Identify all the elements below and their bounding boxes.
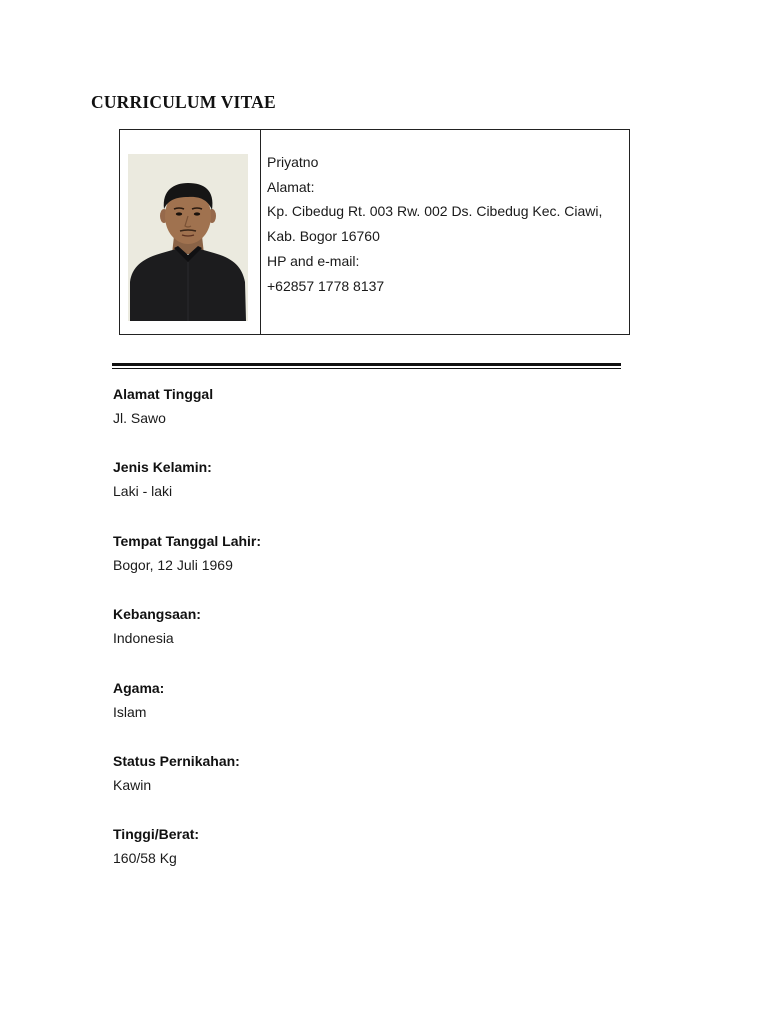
field-label: Tempat Tanggal Lahir: [113, 532, 262, 549]
field-tinggi-berat [113, 822, 613, 895]
photo-cell [120, 130, 261, 334]
field-jenis-kelamin [113, 455, 613, 528]
field-value: Islam [113, 703, 147, 720]
field-label: Jenis Kelamin: [113, 459, 212, 476]
field-value: Laki - laki [113, 483, 173, 500]
address-line-1: Kp. Cibedug Rt. 003 Rw. 002 Ds. Cibedug Kec. Ciawi, [267, 203, 603, 220]
field-value: 160/58 Kg [113, 850, 177, 867]
profile-header-table [119, 129, 630, 335]
profile-photo [128, 154, 248, 321]
field-label: Status Pernikahan: [113, 752, 240, 769]
field-agama [113, 676, 613, 749]
field-label: Tinggi/Berat: [113, 826, 200, 843]
section-divider-thin [112, 368, 621, 369]
field-status-pernikahan [113, 749, 613, 822]
field-value: Jl. Sawo [113, 410, 166, 426]
field-kebangsaan [113, 602, 613, 675]
field-label: Kebangsaan: [113, 606, 201, 623]
personal-details [113, 382, 613, 896]
address-label: Alamat: [267, 178, 315, 195]
field-label: Alamat Tinggal [113, 386, 214, 402]
contact-info [267, 150, 619, 298]
phone-number: +62857 1778 8137 [267, 277, 385, 294]
person-name: Priyatno [267, 154, 319, 170]
address-line-2: Kab. Bogor 16760 [267, 228, 380, 245]
field-value: Bogor, 12 Juli 1969 [113, 556, 233, 573]
field-label: Agama: [113, 679, 165, 696]
field-value: Kawin [113, 776, 152, 793]
field-alamat-tinggal [113, 382, 613, 455]
field-tempat-tanggal-lahir [113, 529, 613, 602]
document-title: CURRICULUM VITAE [91, 92, 276, 112]
field-value: Indonesia [113, 630, 174, 647]
section-divider-thick [112, 363, 621, 366]
contact-label: HP and e-mail: [267, 252, 360, 269]
